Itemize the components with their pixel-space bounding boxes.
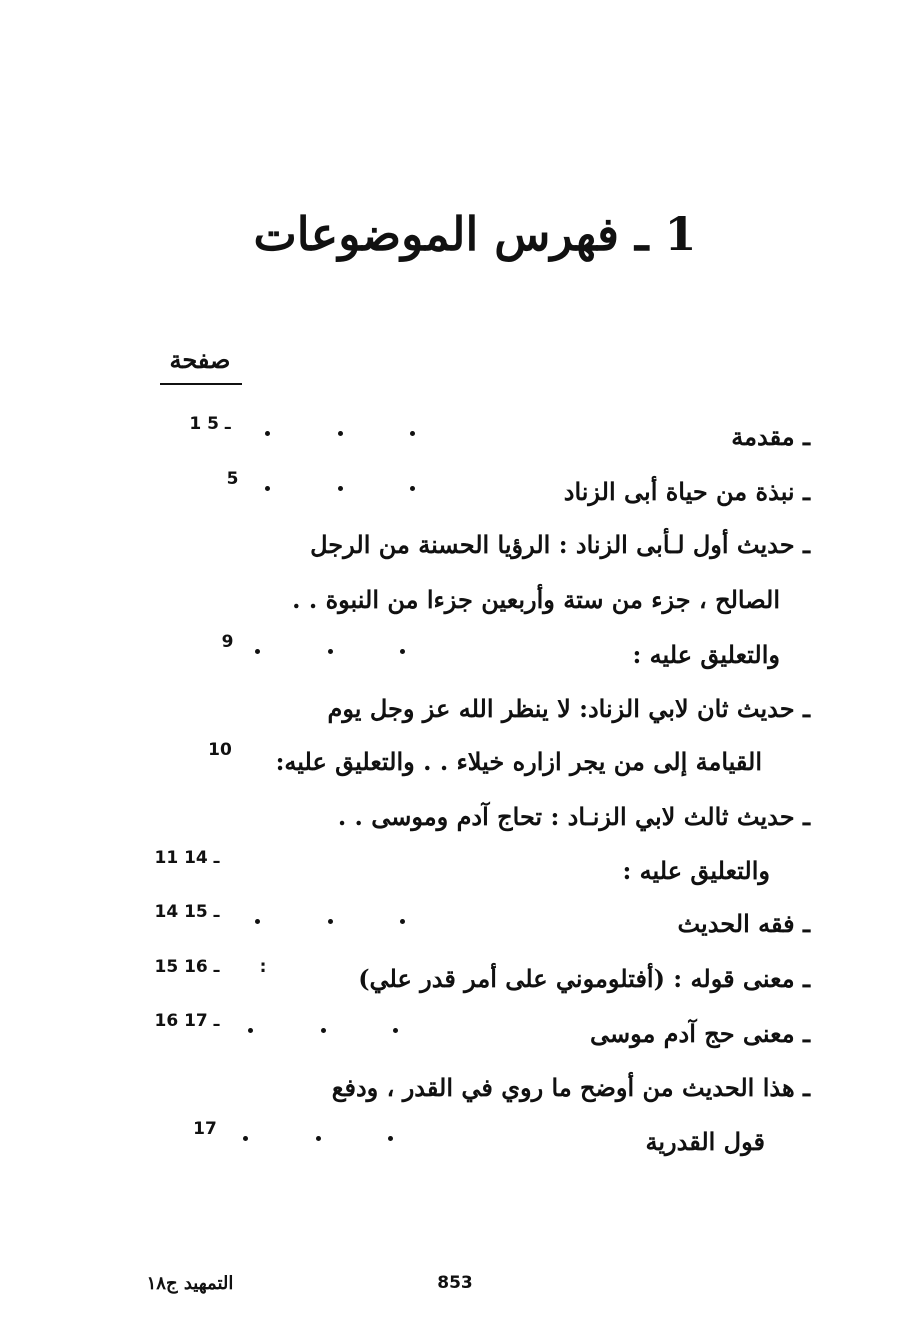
entry-line: ـ نبذة من حياة أبى الزناد — [563, 477, 810, 506]
leader-dot — [388, 1136, 393, 1141]
leader-dot — [400, 919, 405, 924]
dot-leader — [265, 423, 415, 443]
page-ref: 11 ـ 14 — [154, 848, 220, 868]
leader-dot — [338, 431, 343, 436]
entry-line: ـ معنى حج آدم موسى — [589, 1019, 810, 1048]
page-ref: 17 — [193, 1119, 217, 1139]
leader-dot — [410, 486, 415, 491]
leader-dot — [410, 431, 415, 436]
entry-line: الصالح ، جزء من ستة وأربعين جزءا من النبوة . . — [292, 585, 780, 614]
page-number: 853 — [437, 1273, 473, 1293]
leader-dot — [328, 919, 333, 924]
dot-leader — [265, 478, 415, 498]
leader-dot — [265, 431, 270, 436]
entry-line: ـ معنى قوله : (أفتلوموني على أمر قدر علي) — [358, 964, 810, 993]
page-ref: 5 — [226, 469, 239, 489]
leader-dot — [265, 486, 270, 491]
leader-dot — [243, 1136, 248, 1141]
dot-leader — [255, 641, 405, 661]
dot-leader — [255, 911, 405, 931]
page-title: 1 ـ فهرس الموضوعات — [253, 207, 697, 261]
page-ref: 10 — [208, 740, 232, 760]
entry-line: والتعليق عليه : — [632, 640, 780, 669]
entry-line: ـ فقه الحديث — [677, 909, 810, 938]
leader-dot — [316, 1136, 321, 1141]
entry-line: ـ حديث أول لـأبى الزناد : الرؤيا الحسنة من الرجل — [310, 530, 810, 559]
page-ref: 15 ـ 16 — [154, 957, 220, 977]
leader-dot — [321, 1028, 326, 1033]
leader-dot — [255, 919, 260, 924]
entry-line: ـ هذا الحديث من أوضح ما روي في القدر ، ودفع — [331, 1073, 810, 1102]
page-ref: 1 ـ 5 — [189, 414, 231, 434]
leader-dot — [328, 649, 333, 654]
leader-dot — [393, 1028, 398, 1033]
page-ref: 9 — [221, 632, 234, 652]
dot-leader — [248, 1020, 398, 1040]
colon-marker: : — [259, 957, 267, 977]
leader-dot — [255, 649, 260, 654]
column-header-underline — [160, 383, 242, 385]
leader-dot — [248, 1028, 253, 1033]
leader-dot — [400, 649, 405, 654]
page-ref: 14 ـ 15 — [154, 902, 220, 922]
entry-line: قول القدرية — [645, 1127, 765, 1156]
page-column-header: صفحة — [169, 345, 231, 374]
leader-dot — [338, 486, 343, 491]
entry-line: القيامة إلى من يجر ازاره خيلاء . . والتعليق عليه: — [275, 747, 762, 776]
page-ref: 16 ـ 17 — [154, 1011, 220, 1031]
entry-line: ـ حديث ثالث لابي الزنـاد : تحاج آدم وموسى . . — [337, 802, 810, 831]
entry-line: ـ حديث ثان لابي الزناد: لا ينظر الله عز وجل يوم — [327, 694, 810, 723]
entry-line: والتعليق عليه : — [622, 856, 770, 885]
entry-line: ـ مقدمة — [731, 422, 810, 451]
volume-signature: التمهيد ج١٨ — [146, 1273, 234, 1294]
dot-leader — [243, 1128, 393, 1148]
